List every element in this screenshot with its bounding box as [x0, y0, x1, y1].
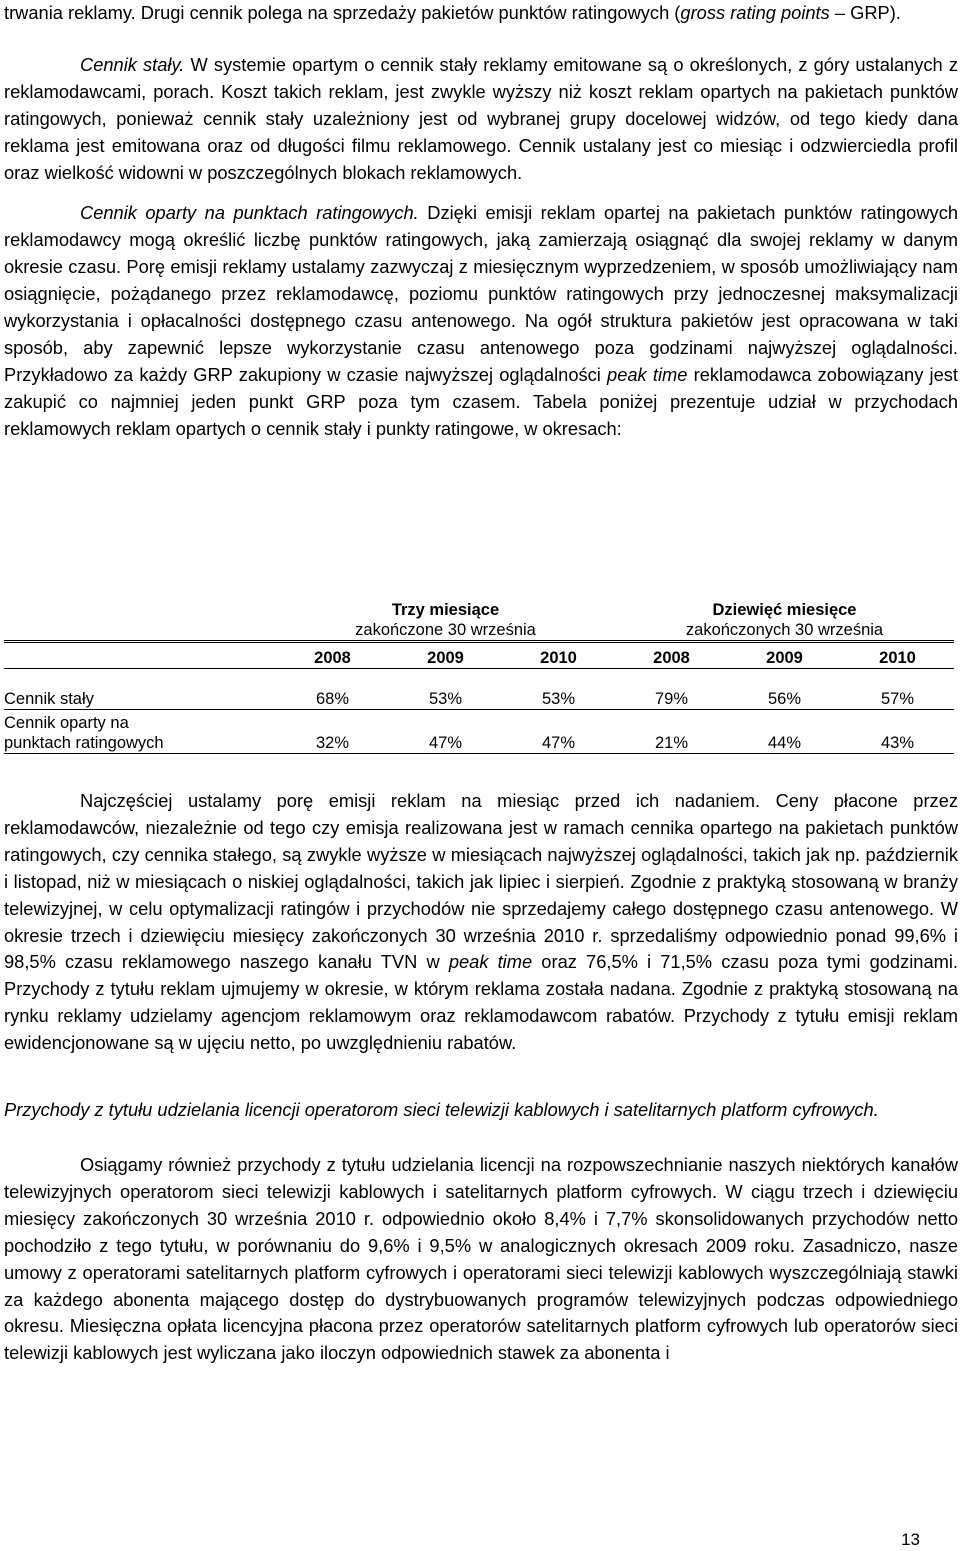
table-cell: 57% [880, 689, 915, 708]
text-segment: Najczęściej ustalamy porę emisji reklam na miesiąc przed ich nadaniem. Ceny płacone przez reklamodawców, niezależnie od tego czy emisja realizowana jest w ramach cennika opartego na pakietach punktów ratingowych, czy cennika stałego, są zwykle wyższe w miesiącach najwyższej oglądalności, takich jak np. październik i listopad, niż w miesiącach o niskiej oglądalności, takich jak lipiec i sierpień. Zgodnie z praktyką stosowaną w branży telewizyjnej, w celu optymalizacji ratingów i przychodów nie sprzedajemy całego dostępnego czasu antenowego. W okresie trzech i dziewięciu miesięcy zakończonych 30 września 2010 r. sprzedaliśmy odpowiednio ponad 99,6% i 98,5% czasu reklamowego naszego kanału TVN w [4, 790, 958, 973]
document-page-continued [4, 788, 958, 1367]
table-row [4, 689, 954, 710]
section-heading-licensing: Przychody z tytułu udzielania licencji operatorom sieci telewizji kablowych i satelitarnych platform cyfrowych. [4, 1099, 879, 1121]
table-cell: 44% [728, 713, 841, 754]
paragraph-fixed-pricing [4, 52, 958, 187]
year-header: 2010 [841, 642, 954, 669]
table-period-header [4, 600, 954, 642]
table-cell: 53% [428, 689, 463, 708]
fixed-pricing-heading: Cennik stały. [80, 53, 185, 75]
year-header: 2008 [615, 642, 728, 669]
peak-time-term: peak time [607, 363, 688, 385]
revenue-share-table [4, 600, 954, 775]
text-segment: trwania reklamy. Drugi cennik polega na sprzedaży pakietów punktów ratingowych ( [4, 2, 681, 23]
table-cell: 68% [315, 689, 350, 708]
period-three-months [276, 600, 615, 642]
text-segment: W systemie opartym o cennik stały reklamy emitowane są o określonych, z góry ustalanych z reklamodawcami, porach. Koszt takich reklam, jest zwykle wyższy niż koszt reklam opartych na pakietach punktów ratingowych, ponieważ cennik stały uzależniony jest od wybranej grupy docelowej widzów, od tego kiedy dana reklama jest emitowana oraz od długości filmu reklamowego. Cennik ustalany jest co miesiąc i odzwierciedla profil oraz wielkość widowni w poszczególnych blokach reklamowych. [4, 53, 958, 183]
table-cell: 79% [654, 689, 689, 708]
text-segment: reklamodawca zobowiązany jest zakupić co najmniej jeden punkt GRP poza tym czasem. Tabela poniżej prezentuje udział w przychodach reklamowych reklam opartych o cennik stały i punkty ratingowe, w okresach: [4, 363, 958, 439]
table-row [4, 713, 954, 754]
paragraph-pricing-seasonality [4, 788, 958, 1057]
table-cell: 53% [541, 689, 576, 708]
paragraph-pricing-intro [4, 0, 958, 27]
period-nine-months [615, 600, 954, 642]
period-label-line: zakończonych 30 września [685, 621, 884, 639]
year-header: 2009 [389, 642, 502, 669]
paragraph-licensing: Osiągamy również przychody z tytułu udzielania licencji na rozpowszechnianie naszych niektórych kanałów telewizyjnych operatorom sieci telewizji kablowych i satelitarnych platform cyfrowych. W ciągu trzech i dziewięciu miesięcy zakończonych 30 września 2010 r. odpowiednio około 8,4% i 7,7% skonsolidowanych przychodów netto pochodziło z tego tytułu, w porównaniu do 9,6% i 9,5% w analogicznych okresach 2009 roku. Zasadniczo, nasze umowy z operatorami satelitarnych platform cyfrowych i operatorami sieci telewizji kablowych wyszczególniają stawki za każdego abonenta mającego dostęp do dystrybuowanych programów telewizyjnych podczas odpowiedniego okresu. Miesięczna opłata licencyjna płacona przez operatorów satelitarnych platform cyfrowych lub operatorów sieci telewizji kablowych jest wyliczana jako iloczyn odpowiednich stawek za abonenta i [4, 1153, 958, 1364]
page-number: 13 [901, 1530, 920, 1549]
row-label [4, 713, 276, 754]
table-cell: 56% [767, 689, 802, 708]
row-label-line: Cennik oparty na [4, 714, 129, 732]
text-segment: oraz 76,5% i 71,5% czasu poza tymi godzinami. Przychody z tytułu reklam ujmujemy w okresie, w którym reklama została nadana. Zgodnie z praktyką stosowaną na rynku reklamy udzielamy agencjom reklamowym oraz reklamodawcom rabatów. Przychody z tytułu emisji reklam ewidencjonowane są w ujęciu netto, po uwzględnieniu rabatów. [4, 951, 958, 1054]
table-year-row [4, 642, 954, 669]
year-header: 2010 [502, 642, 615, 669]
year-header: 2008 [276, 642, 389, 669]
year-header: 2009 [728, 642, 841, 669]
text-segment: – GRP). [829, 2, 901, 23]
peak-time-term: peak time [448, 951, 533, 973]
table-cell: 47% [502, 713, 615, 754]
row-label: Cennik stały [4, 689, 94, 708]
table-cell: 32% [276, 713, 389, 754]
grp-pricing-heading: Cennik oparty na punktach ratingowych. [80, 202, 419, 224]
text-segment: Dzięki emisji reklam opartej na pakietach punktów ratingowych reklamodawcy mogą określić liczbę punktów ratingowych, jaką zamierzają osiągnąć dla swojej reklamy w danym okresie czasu. Porę emisji reklamy ustalamy zazwyczaj z miesięcznym wyprzedzeniem, w sposób umożliwiający nam osiągnięcie, pożądanego przez reklamodawcę, poziomu punktów ratingowych przy jednoczesnej maksymalizacji wykorzystania i opłacalności dostępnego czasu antenowego. Na ogół struktura pakietów jest opracowana w taki sposób, aby zapewnić lepsze wykorzystanie czasu antenowego poza godzinami najwyższej oglądalności. Przykładowo za każdy GRP zakupiony w czasie najwyższej oglądalności [4, 202, 958, 385]
row-label-line: punktach ratingowych [4, 734, 164, 752]
document-page [4, 0, 958, 443]
period-label-line: Dziewięć miesięce [712, 601, 857, 619]
table-cell: 47% [389, 713, 502, 754]
period-label-line: Trzy miesiące [391, 601, 500, 619]
period-label-line: zakończone 30 września [355, 621, 536, 639]
table-cell: 43% [841, 713, 954, 754]
paragraph-grp-pricing [4, 200, 958, 442]
gross-rating-points-term: gross rating points [680, 2, 830, 23]
table-cell: 21% [615, 713, 728, 754]
